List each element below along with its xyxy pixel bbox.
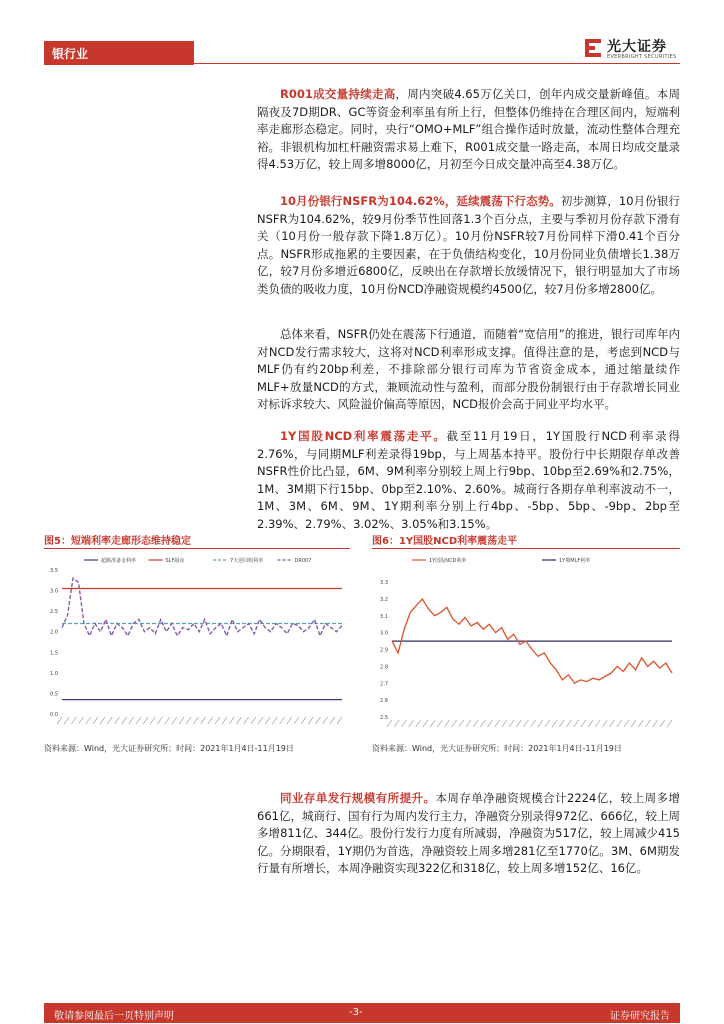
figure-5-x-tick-mark xyxy=(86,717,91,724)
figure-5-x-tick-mark xyxy=(323,717,328,724)
figure-5-source: 资料来源：Wind，光大证券研究所；时间：2021年1月4日-11月19日 xyxy=(44,744,294,753)
figure-5-y-tick-label: 3.0 xyxy=(50,588,58,595)
figure-6-legend-label: 1Y国股NCD利率 xyxy=(429,558,467,564)
footer-bar xyxy=(44,1003,680,1023)
figure-5-x-tick-mark xyxy=(129,717,134,724)
figure-6-y-tick-label: 2.5 xyxy=(380,715,388,721)
figure-5-x-tick-mark xyxy=(280,717,285,724)
paragraph-nsfr-heading: 10月份银行NSFR为104.62%，延续震荡下行态势。 xyxy=(280,194,561,208)
figure-5-x-tick-mark xyxy=(229,717,234,724)
figure-5-x-tick-mark xyxy=(337,717,342,724)
figure-6-x-tick-mark xyxy=(409,720,414,727)
figure-5-x-tick-mark xyxy=(208,717,213,724)
figure-5-y-tick-label: 0.5 xyxy=(50,691,58,698)
figure-6-x-tick-mark xyxy=(581,720,586,727)
figure-6-x-tick-mark xyxy=(387,720,392,727)
figure-6-y-tick-label: 2.7 xyxy=(380,681,388,688)
figure-5-y-tick-label: 1.5 xyxy=(50,650,58,657)
figure-6-x-tick-mark xyxy=(423,720,428,727)
footer-report-type: 证券研究报告 xyxy=(610,1011,670,1022)
figure-6-x-tick-mark xyxy=(538,720,543,727)
figure-6-x-tick-mark xyxy=(588,720,593,727)
figure-5-y-tick-label: 2.0 xyxy=(50,629,58,636)
figure-5-x-tick-mark xyxy=(215,717,220,724)
figure-6-legend-label: 1Y期MLF利率 xyxy=(559,558,591,564)
figure-5-x-tick-mark xyxy=(150,717,155,724)
figure-5-x-tick-mark xyxy=(287,717,292,724)
figure-5-chart xyxy=(44,552,350,742)
figure-6-x-tick-mark xyxy=(610,720,615,727)
figure-5 xyxy=(44,532,350,762)
figure-5-x-tick-mark xyxy=(236,717,241,724)
figure-5-x-tick-mark xyxy=(165,717,170,724)
figure-6-x-tick-mark xyxy=(416,720,421,727)
figure-5-y-tick-label: 3.5 xyxy=(50,568,58,574)
figure-5-title: 图5：短端利率走廊形态维持稳定 xyxy=(44,536,191,547)
paragraph-summary: 总体来看，NSFR仍处在震荡下行通道，而随着“宽信用”的推进，银行司库年内对NCD发行需求较大，这将对NCD利率形成支撑。值得注意的是，考虑到NCD与MLF仍有约20bp利差，不排除部分银行司库为节省资金成本，通过缩量续作MLF+放量NCD的方式，兼顾流动性与盈利，而部分股份制银行由于存款增长同业对标诉求较大、风险溢价偏高等原因，NCD报价会高于同业平均水平。 xyxy=(257,327,680,411)
figure-5-x-tick-mark xyxy=(186,717,191,724)
figure-5-x-tick-mark xyxy=(179,717,184,724)
figure-5-x-tick-mark xyxy=(107,717,112,724)
figure-5-x-tick-mark xyxy=(294,717,299,724)
figure-5-x-tick-mark xyxy=(251,717,256,724)
figure-6-x-tick-mark xyxy=(559,720,564,727)
figure-5-series-line xyxy=(62,578,342,636)
everbright-logo-icon xyxy=(583,37,603,61)
paragraph-ncd-issuance-heading: 同业存单发行规模有所提升。 xyxy=(280,791,436,805)
footer-page-number: -3- xyxy=(349,1007,363,1018)
figure-5-x-tick-mark xyxy=(93,717,98,724)
figure-5-y-tick-label: 0.0 xyxy=(50,712,58,718)
figure-6-rule xyxy=(372,548,680,549)
header-section-bar xyxy=(44,41,194,65)
figure-6-x-tick-mark xyxy=(459,720,464,727)
figure-6-y-tick-label: 2.8 xyxy=(380,664,388,671)
figure-5-x-tick-mark xyxy=(201,717,206,724)
figure-5-x-tick-mark xyxy=(172,717,177,724)
figure-6-x-tick-mark xyxy=(545,720,550,727)
figure-5-x-tick-mark xyxy=(136,717,141,724)
figure-6-x-tick-mark xyxy=(444,720,449,727)
figure-5-y-tick-label: 1.0 xyxy=(50,670,58,677)
figure-6-x-tick-mark xyxy=(595,720,600,727)
figure-6-x-tick-mark xyxy=(667,720,672,727)
figure-6-x-tick-mark xyxy=(480,720,485,727)
figure-5-x-tick-mark xyxy=(122,717,127,724)
figure-5-x-tick-mark xyxy=(71,717,76,724)
figure-5-x-tick-mark xyxy=(193,717,198,724)
figure-6 xyxy=(372,532,680,762)
figure-5-x-tick-mark xyxy=(64,717,69,724)
figure-6-x-tick-mark xyxy=(495,720,500,727)
figure-5-y-tick-label: 2.5 xyxy=(50,609,58,616)
paragraph-ncd-rate-body: 截至11月19日，1Y国股行NCD利率录得2.76%，与同期MLF利差录得19bp，与上周基本持平。股份行中长期限存单改善NSFR性价比凸显，6M、9M利率分别较上周上行9bp、10bp至2.69%和2.75%，1M、3M期下行15bp、0bp至2.10%、2.60%。城商行各期存单利率波动不一，1M、3M、6M、9M、1Y期利率分别上行4bp、-5bp、5bp、-9bp、2bp至2.39%、2.79%、3.02%、3.05%和3.15%。 xyxy=(257,429,680,531)
figure-6-x-tick-mark xyxy=(437,720,442,727)
figure-5-x-tick-mark xyxy=(330,717,335,724)
paragraph-ncd-issuance xyxy=(257,790,680,878)
figure-5-x-tick-mark xyxy=(272,717,277,724)
figure-6-y-tick-label: 3.2 xyxy=(380,596,388,603)
figure-6-x-tick-mark xyxy=(509,720,514,727)
paragraph-nsfr-body: 初步测算，10月份银行NSFR为104.62%，较9月份季节性回落1.3个百分点，主要与季初月份存款下滑有关（10月份一般存款下降1.8万亿）。10月份NSFR较7月份同样下滑0.41个百分点。NSFR形成拖累的主要因素，在于负债结构变化，10月份同业负债增长1.38万亿，较7月份多增近6800亿，反映出在存款增长放缓情况下，银行明显加大了市场类负债的吸收力度，10月份NCD净融资规模约4500亿，较7月份多增2800亿。 xyxy=(257,194,680,296)
figure-6-y-tick-label: 3.3 xyxy=(380,580,388,586)
figure-6-x-tick-mark xyxy=(401,720,406,727)
header-section-label: 银行业 xyxy=(52,47,89,61)
paragraph-ncd-issuance-body: 本周存单净融资规模合计2224亿，较上周多增661亿，城商行、国有行为周内发行主力，净融资分别录得972亿、666亿，较上周多增811亿、344亿。股份行发行力度有所减弱，净融资为517亿，较上周减少415亿。分期限看，1Y期仍为首选，净融资较上周多增281亿至1770亿。3M、6M期发行量有所增长，本周净融资实现322亿和318亿，较上周多增152亿、16亿。 xyxy=(257,791,680,875)
figure-5-x-tick-mark xyxy=(222,717,227,724)
figure-6-source: 资料来源：Wind，光大证券研究所；时间：2021年1月4日-11月19日 xyxy=(372,744,622,753)
paragraph-r001-heading: R001成交量持续走高 xyxy=(280,87,396,101)
figure-5-x-tick-mark xyxy=(308,717,313,724)
paragraph-r001 xyxy=(257,86,680,174)
figure-5-legend-label: 超额准备金利率 xyxy=(101,558,137,564)
figure-5-x-tick-mark xyxy=(57,717,62,724)
figure-5-x-tick-mark xyxy=(315,717,320,724)
figure-6-x-tick-mark xyxy=(574,720,579,727)
figure-5-x-tick-mark xyxy=(301,717,306,724)
figure-6-y-tick-label: 2.6 xyxy=(380,698,388,705)
figure-5-x-tick-mark xyxy=(158,717,163,724)
figure-6-x-tick-mark xyxy=(430,720,435,727)
figure-6-x-tick-mark xyxy=(531,720,536,727)
figure-5-x-tick-mark xyxy=(265,717,270,724)
figure-6-y-tick-label: 3.1 xyxy=(380,613,388,620)
figure-6-chart xyxy=(372,552,680,742)
figure-6-x-tick-mark xyxy=(660,720,665,727)
logo xyxy=(583,36,693,64)
figure-6-x-tick-mark xyxy=(466,720,471,727)
figure-6-x-tick-mark xyxy=(394,720,399,727)
figure-6-x-tick-mark xyxy=(516,720,521,727)
figure-5-x-tick-mark xyxy=(258,717,263,724)
figure-5-x-tick-mark xyxy=(100,717,105,724)
figure-6-x-tick-mark xyxy=(631,720,636,727)
figure-6-y-tick-label: 2.9 xyxy=(380,647,388,654)
figure-5-legend-label: 7天逆回购利率 xyxy=(230,558,264,564)
figure-6-x-tick-mark xyxy=(523,720,528,727)
figure-5-x-tick-mark xyxy=(143,717,148,724)
paragraph-r001-body: ，周内突破4.65万亿关口，创年内成交量新峰值。本周隔夜及7D期DR、GC等资金利率虽有所上行，但整体仍维持在合理区间内，短端利率走廊形态稳定。同时，央行“OMO+MLF”组合操作适时放量，流动性整体合理充裕。非银机构加杠杆融资需求易上难下，R001成交量一路走高，本周日均成交量录得4.53万亿，较上周多增8000亿，月初至今日成交量冲高至4.38万亿。 xyxy=(257,87,680,171)
paragraph-nsfr xyxy=(257,193,680,298)
logo-en-name: EVERBRIGHT SECURITIES xyxy=(607,54,677,60)
figure-5-legend-label: SLF隔夜 xyxy=(165,558,185,564)
figure-5-x-tick-mark xyxy=(244,717,249,724)
figure-6-y-tick-label: 3.0 xyxy=(380,630,388,637)
figure-6-title: 图6：1Y国股NCD利率震荡走平 xyxy=(372,536,518,547)
logo-cn-name: 光大证券 xyxy=(607,39,667,55)
figure-6-x-tick-mark xyxy=(566,720,571,727)
paragraph-ncd-rate xyxy=(257,428,680,533)
paragraph-ncd-rate-heading: 1Y国股NCD利率震荡走平。 xyxy=(280,429,447,443)
figure-6-x-tick-mark xyxy=(645,720,650,727)
footer-disclaimer: 敬请参阅最后一页特别声明 xyxy=(54,1011,174,1022)
figure-5-rule xyxy=(44,548,350,549)
figure-6-x-tick-mark xyxy=(602,720,607,727)
figure-6-x-tick-mark xyxy=(488,720,493,727)
figure-6-x-tick-mark xyxy=(552,720,557,727)
figure-6-x-tick-mark xyxy=(638,720,643,727)
figure-6-x-tick-mark xyxy=(624,720,629,727)
figure-6-x-tick-mark xyxy=(502,720,507,727)
figure-6-x-tick-mark xyxy=(452,720,457,727)
figure-5-x-tick-mark xyxy=(79,717,84,724)
figure-6-x-tick-mark xyxy=(473,720,478,727)
figure-6-x-tick-mark xyxy=(617,720,622,727)
figure-6-x-tick-mark xyxy=(653,720,658,727)
figure-5-x-tick-mark xyxy=(114,717,119,724)
figure-5-legend-label: DR007 xyxy=(294,558,312,564)
